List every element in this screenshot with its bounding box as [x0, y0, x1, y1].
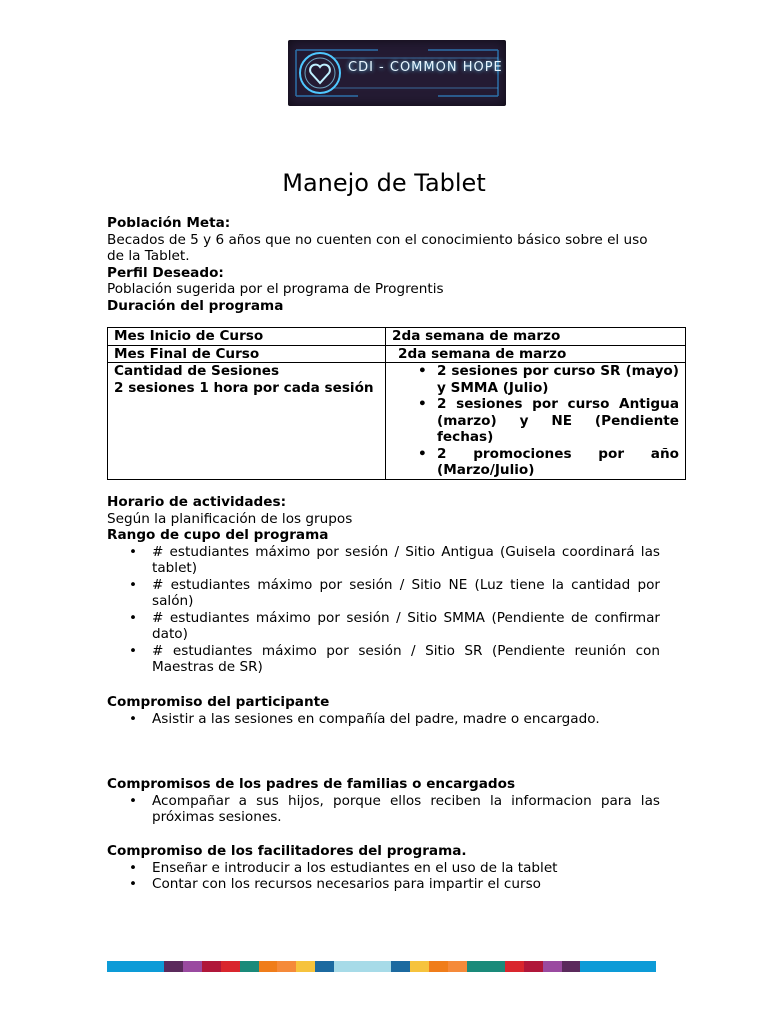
footer-color-segment — [334, 961, 353, 972]
footer-color-segment — [353, 961, 372, 972]
facilitadores-section — [107, 843, 660, 893]
footer-color-segment — [296, 961, 315, 972]
table-row — [108, 345, 686, 363]
rango-list — [107, 544, 660, 676]
list-item: • Asistir a las sesiones en compañía del padre, madre o encargado. — [107, 711, 660, 728]
rango-heading: Rango de cupo del programa — [107, 527, 329, 543]
page-title: Manejo de Tablet — [282, 169, 486, 197]
table-cell-label: Mes Final de Curso — [108, 345, 386, 363]
poblacion-text: Becados de 5 y 6 años que no cuenten con el conocimiento básico sobre el uso de la Tablet. — [107, 231, 648, 264]
table-row — [108, 363, 686, 480]
sessions-detail: 2 sesiones 1 hora por cada sesión — [114, 379, 374, 396]
logo-text: CDI - COMMON HOPE — [348, 60, 503, 75]
list-item: • # estudiantes máximo por sesión / Sitio SR (Pendiente reunión con Maestras de SR) — [107, 643, 660, 676]
footer-color-segment — [618, 961, 637, 972]
footer-color-segment — [505, 961, 524, 972]
list-item: • # estudiantes máximo por sesión / Sitio NE (Luz tiene la cantidad por salón) — [107, 577, 660, 610]
footer-color-segment — [467, 961, 486, 972]
footer-color-bar — [107, 961, 656, 972]
facilitadores-heading: Compromiso de los facilitadores del programa. — [107, 843, 467, 859]
footer-color-segment — [562, 961, 581, 972]
horario-text: Según la planificación de los grupos — [107, 510, 353, 527]
list-item: • Acompañar a sus hijos, porque ellos reciben la informacion para las próximas sesiones. — [107, 793, 660, 826]
footer-color-segment — [107, 961, 126, 972]
table-cell-sessions-list — [386, 363, 686, 480]
cdi-common-hope-logo — [288, 40, 506, 106]
footer-color-segment — [543, 961, 562, 972]
perfil-text: Población sugerida por el programa de Progrentis — [107, 281, 444, 297]
intro-section — [107, 215, 660, 314]
padres-list — [107, 793, 660, 826]
footer-color-segment — [410, 961, 429, 972]
footer-color-segment — [221, 961, 240, 972]
table-cell-sessions — [108, 363, 386, 480]
footer-color-segment — [429, 961, 448, 972]
list-item: • Enseñar e introducir a los estudiantes en el uso de la tablet — [107, 860, 660, 877]
perfil-heading: Perfil Deseado: — [107, 264, 224, 281]
footer-color-segment — [372, 961, 391, 972]
list-item: • # estudiantes máximo por sesión / Sitio Antigua (Guisela coordinará las tablet) — [107, 544, 660, 577]
horario-heading: Horario de actividades: — [107, 494, 287, 510]
footer-color-segment — [448, 961, 467, 972]
participante-heading: Compromiso del participante — [107, 694, 330, 710]
participante-section — [107, 694, 660, 727]
footer-color-segment — [524, 961, 543, 972]
footer-color-segment — [126, 961, 145, 972]
padres-heading: Compromisos de los padres de familias o encargados — [107, 776, 516, 792]
table-cell-label: Mes Inicio de Curso — [108, 328, 386, 346]
table-cell-value: 2da semana de marzo — [386, 345, 686, 363]
footer-color-segment — [259, 961, 278, 972]
horario-section — [107, 494, 660, 676]
footer-color-segment — [599, 961, 618, 972]
sessions-label: Cantidad de Sesiones — [114, 363, 280, 379]
footer-color-segment — [391, 961, 410, 972]
list-item: • 2 sesiones por curso Antigua (marzo) y NE (Pendiente fechas) — [392, 396, 679, 446]
footer-color-segment — [315, 961, 334, 972]
footer-color-segment — [164, 961, 183, 972]
footer-color-segment — [486, 961, 505, 972]
duracion-heading: Duración del programa — [107, 297, 284, 314]
poblacion-heading: Población Meta: — [107, 215, 231, 231]
footer-color-segment — [145, 961, 164, 972]
table-row — [108, 328, 686, 346]
footer-color-segment — [183, 961, 202, 972]
list-item: • # estudiantes máximo por sesión / Sitio SMMA (Pendiente de confirmar dato) — [107, 610, 660, 643]
sessions-list — [392, 363, 679, 479]
facilitadores-list — [107, 860, 660, 893]
list-item: • 2 promociones por año (Marzo/Julio) — [392, 446, 679, 479]
duracion-table — [107, 327, 686, 480]
footer-color-segment — [240, 961, 259, 972]
participante-list — [107, 711, 660, 728]
footer-color-segment — [202, 961, 221, 972]
list-item: • 2 sesiones por curso SR (mayo) y SMMA (Julio) — [392, 363, 679, 396]
footer-color-segment — [580, 961, 599, 972]
list-item: • Contar con los recursos necesarios para impartir el curso — [107, 876, 660, 893]
footer-color-segment — [277, 961, 296, 972]
footer-color-segment — [637, 961, 656, 972]
padres-section — [107, 776, 660, 826]
table-cell-value: 2da semana de marzo — [386, 328, 686, 346]
